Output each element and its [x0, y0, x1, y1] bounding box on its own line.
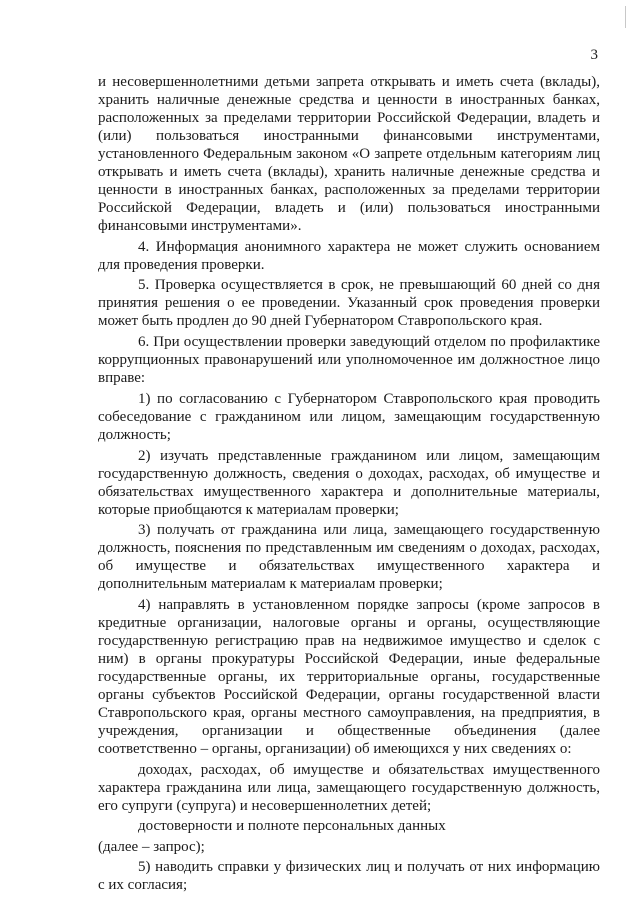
- paragraph-item-4-anonymous-info: 4. Информация анонимного характера не может служить основанием для проведения проверки.: [98, 238, 600, 273]
- paragraph-item-5-check-term: 5. Проверка осуществляется в срок, не превышающий 60 дней со дня принятия решения о ее проведении. Указанный срок проведения проверки может быть продлен до 90 дней Губернатором Ставропольского края.: [98, 277, 600, 330]
- subitem-1-interview: 1) по согласованию с Губернатором Ставропольского края проводить собеседование с гражданином или лицом, замещающим государственную должность;: [98, 391, 600, 444]
- subitem-2-study-documents: 2) изучать представленные гражданином или лицом, замещающим государственную должность, сведения о доходах, расходах, об имуществе и обязательствах имущественного характера и дополнительные материалы, которые приобщаются к материалам проверки;: [98, 447, 600, 518]
- request-subject-personal-data: достоверности и полноте персональных данных: [138, 818, 446, 835]
- paragraph-item-6-rights: 6. При осуществлении проверки заведующий отделом по профилактике коррупционных правонарушений или уполномоченное им должностное лицо вправе:: [98, 333, 600, 386]
- request-subject-income: доходах, расходах, об имуществе и обязательствах имущественного характера гражданина или лица, замещающего государственную должность, его супруги (супруга) и несовершеннолетних детей;: [98, 761, 600, 814]
- document-body: [98, 73, 600, 897]
- subitem-5-inquiries: 5) наводить справки у физических лиц и получать от них информацию с их согласия;: [98, 859, 600, 894]
- subitem-4-requests: 4) направлять в установленном порядке запросы (кроме запросов в кредитные организации, налоговые органы и органы, осуществляющие государственную регистрацию прав на недвижимое имущество и сделок с ним) в органы прокуратуры Российской Федерации, иные федеральные государственные органы, их территориальные органы, государственные органы субъектов Российской Федерации, органы государственной власти Ставропольского края, органы местного самоуправления, на предприятия, в учреждения, организации и общественные объединения (далее соответственно – органы, организации) об имеющихся у них сведениях о:: [98, 596, 600, 758]
- paragraph-prohibition-law: и несовершеннолетними детьми запрета открывать и иметь счета (вклады), хранить наличные денежные средства и ценности в иностранных банках, расположенных за пределами территории Российской Федерации, владеть и (или) пользоваться иностранными финансовыми инструментами, установленного Федеральным законом «О запрете отдельным категориям лиц открывать и иметь счета (вклады), хранить наличные денежные средства и ценности в иностранных банках, расположенных за пределами территории Российской Федерации, владеть и (или) пользоваться иностранными финансовыми инструментами».: [98, 74, 600, 235]
- request-definition: (далее – запрос);: [98, 838, 205, 855]
- subitem-3-explanations: 3) получать от гражданина или лица, замещающего государственную должность, пояснения по представленным им сведениям о доходах, расходах, об имуществе и обязательствах имущественного характера и дополнительным материалам к материалам проверки;: [98, 522, 600, 593]
- page-edge-mark: [625, 6, 626, 28]
- page-number: 3: [590, 47, 598, 63]
